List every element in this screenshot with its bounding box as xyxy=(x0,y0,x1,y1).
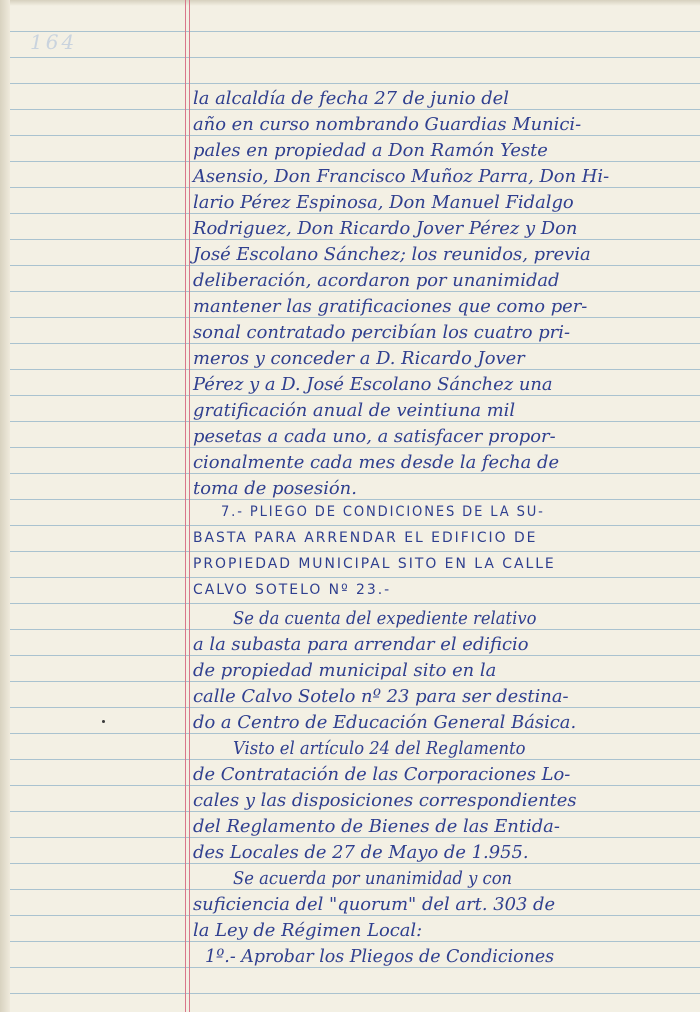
handwritten-line: 1º.- Aprobar los Pliegos de Condiciones xyxy=(205,946,555,967)
handwritten-line: lario Pérez Espinosa, Don Manuel Fidalgo xyxy=(193,192,574,213)
handwritten-line: suficiencia del "quorum" del art. 303 de xyxy=(193,894,556,915)
handwritten-line: la Ley de Régimen Local: xyxy=(193,920,423,941)
handwritten-line: del Reglamento de Bienes de las Entida- xyxy=(193,816,560,837)
page-top-edge xyxy=(0,0,700,6)
handwritten-line: Visto el artículo 24 del Reglamento xyxy=(233,738,526,759)
handwritten-line: mantener las gratificaciones que como per- xyxy=(193,296,588,317)
handwritten-line: Se acuerda por unanimidad y con xyxy=(233,868,513,889)
handwritten-line: a la subasta para arrendar el edificio xyxy=(193,634,529,655)
handwritten-line: gratificación anual de veintiuna mil xyxy=(193,400,516,421)
handwritten-line: do a Centro de Educación General Básica. xyxy=(193,712,577,733)
margin-rule-red-inner xyxy=(189,0,190,1012)
margin-rule-red xyxy=(185,0,186,1012)
handwritten-line: Pérez y a D. José Escolano Sánchez una xyxy=(193,374,553,395)
handwritten-line: Asensio, Don Francisco Muñoz Parra, Don Hi- xyxy=(193,166,610,187)
handwritten-line: año en curso nombrando Guardias Munici- xyxy=(193,114,582,135)
handwritten-line: José Escolano Sánchez; los reunidos, previa xyxy=(193,244,591,265)
handwritten-line: des Locales de 27 de Mayo de 1.955. xyxy=(193,842,529,863)
handwritten-line: pesetas a cada uno, a satisfacer propor- xyxy=(193,426,556,447)
handwritten-line: cales y las disposiciones correspondientes xyxy=(193,790,577,811)
handwritten-line: de Contratación de las Corporaciones Lo- xyxy=(193,764,571,785)
handwritten-line: de propiedad municipal sito en la xyxy=(193,660,497,681)
handwritten-line: deliberación, acordaron por unanimidad xyxy=(193,270,560,291)
page-left-edge xyxy=(0,0,10,1012)
handwritten-line: la alcaldía de fecha 27 de junio del xyxy=(193,88,509,109)
handwritten-line: pales en propiedad a Don Ramón Yeste xyxy=(193,140,548,161)
handwritten-line: Rodriguez, Don Ricardo Jover Pérez y Don xyxy=(193,218,578,239)
handwritten-line: sonal contratado percibían los cuatro pri- xyxy=(193,322,570,343)
handwritten-line: CALVO SOTELO Nº 23.- xyxy=(193,582,392,598)
handwritten-line: BASTA PARA ARRENDAR EL EDIFICIO DE xyxy=(193,530,538,546)
handwritten-line: 7.- PLIEGO DE CONDICIONES DE LA SU- xyxy=(221,504,545,520)
ink-dot xyxy=(102,720,105,723)
handwritten-line: toma de posesión. xyxy=(193,478,357,499)
handwritten-line: cionalmente cada mes desde la fecha de xyxy=(193,452,560,473)
handwritten-line: calle Calvo Sotelo nº 23 para ser destina- xyxy=(193,686,569,707)
handwritten-line: Se da cuenta del expediente relativo xyxy=(233,608,537,629)
handwritten-line: meros y conceder a D. Ricardo Jover xyxy=(193,348,525,369)
handwritten-line: PROPIEDAD MUNICIPAL SITO EN LA CALLE xyxy=(193,556,556,572)
page-number: 164 xyxy=(30,30,78,54)
